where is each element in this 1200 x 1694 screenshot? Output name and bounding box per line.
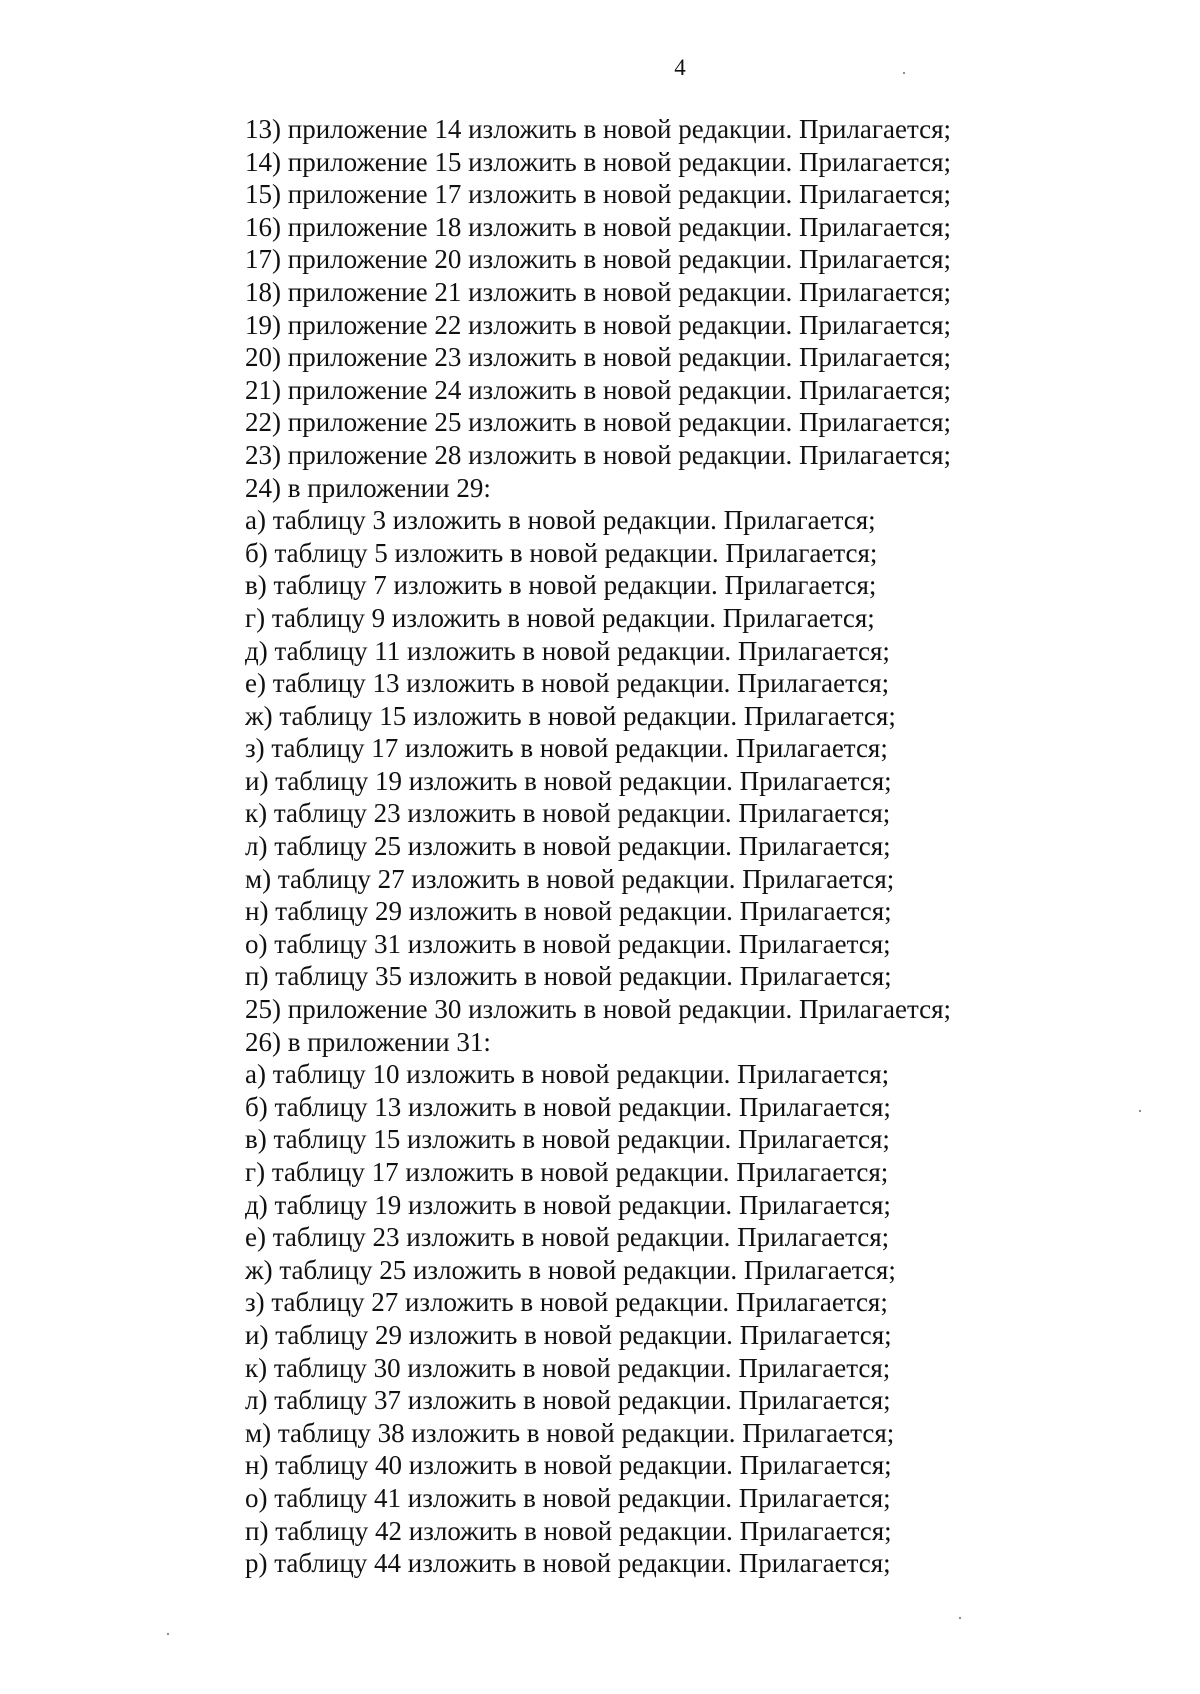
document-line: н) таблицу 40 изложить в новой редакции. Прилагается; — [245, 1450, 892, 1481]
document-line: 19) приложение 22 изложить в новой редакции. Прилагается; — [245, 309, 951, 340]
document-line: е) таблицу 13 изложить в новой редакции. Прилагается; — [245, 668, 890, 699]
document-line: 14) приложение 15 изложить в новой редакции. Прилагается; — [245, 146, 951, 177]
scan-speck — [1139, 1110, 1141, 1112]
document-line: е) таблицу 23 изложить в новой редакции. Прилагается; — [245, 1222, 890, 1253]
document-line: г) таблицу 9 изложить в новой редакции. Прилагается; — [245, 602, 875, 633]
document-line: 22) приложение 25 изложить в новой редакции. Прилагается; — [245, 407, 951, 438]
document-line: и) таблицу 29 изложить в новой редакции. Прилагается; — [245, 1319, 892, 1350]
document-line: 15) приложение 17 изложить в новой редакции. Прилагается; — [245, 179, 951, 210]
document-line: м) таблицу 38 изложить в новой редакции. Прилагается; — [245, 1417, 895, 1448]
page-number: 4 — [674, 55, 686, 80]
document-line: в) таблицу 15 изложить в новой редакции. Прилагается; — [245, 1124, 890, 1155]
document-line: к) таблицу 30 изложить в новой редакции. Прилагается; — [245, 1352, 891, 1383]
scan-speck — [903, 72, 905, 74]
document-line: а) таблицу 3 изложить в новой редакции. Прилагается; — [245, 505, 876, 536]
document-line: о) таблицу 31 изложить в новой редакции. Прилагается; — [245, 928, 891, 959]
document-line: и) таблицу 19 изложить в новой редакции. Прилагается; — [245, 765, 892, 796]
document-line: ж) таблицу 15 изложить в новой редакции. Прилагается; — [245, 700, 896, 731]
document-line: д) таблицу 11 изложить в новой редакции. Прилагается; — [245, 635, 890, 666]
document-line: п) таблицу 42 изложить в новой редакции. Прилагается; — [245, 1515, 892, 1546]
document-line: а) таблицу 10 изложить в новой редакции. Прилагается; — [245, 1059, 890, 1090]
document-line: 18) приложение 21 изложить в новой редакции. Прилагается; — [245, 276, 951, 307]
document-line: л) таблицу 37 изложить в новой редакции. Прилагается; — [245, 1385, 891, 1416]
amendment-list — [245, 113, 951, 1580]
document-line: з) таблицу 27 изложить в новой редакции. Прилагается; — [245, 1287, 888, 1318]
document-line: 17) приложение 20 изложить в новой редакции. Прилагается; — [245, 244, 951, 275]
document-line: 25) приложение 30 изложить в новой редакции. Прилагается; — [245, 994, 951, 1025]
document-line: к) таблицу 23 изложить в новой редакции. Прилагается; — [245, 798, 891, 829]
document-line: 21) приложение 24 изложить в новой редакции. Прилагается; — [245, 374, 951, 405]
scan-speck — [167, 1633, 169, 1635]
document-line: 16) приложение 18 изложить в новой редакции. Прилагается; — [245, 211, 951, 242]
document-line: 20) приложение 23 изложить в новой редакции. Прилагается; — [245, 342, 951, 373]
document-line: 24) в приложении 29: — [245, 472, 491, 503]
document-line: г) таблицу 17 изложить в новой редакции. Прилагается; — [245, 1157, 889, 1187]
document-line: д) таблицу 19 изложить в новой редакции. Прилагается; — [245, 1189, 891, 1220]
document-line: з) таблицу 17 изложить в новой редакции. Прилагается; — [245, 733, 888, 764]
document-line: б) таблицу 5 изложить в новой редакции. Прилагается; — [245, 537, 878, 568]
document-line: 23) приложение 28 изложить в новой редакции. Прилагается; — [245, 439, 951, 470]
document-line: о) таблицу 41 изложить в новой редакции. Прилагается; — [245, 1482, 891, 1513]
document-line: л) таблицу 25 изложить в новой редакции. Прилагается; — [245, 831, 891, 862]
document-line: м) таблицу 27 изложить в новой редакции. Прилагается; — [245, 863, 895, 894]
document-line: ж) таблицу 25 изложить в новой редакции. Прилагается; — [245, 1254, 896, 1285]
document-line: 13) приложение 14 изложить в новой редакции. Прилагается; — [245, 114, 951, 144]
document-line: п) таблицу 35 изложить в новой редакции. Прилагается; — [245, 961, 892, 992]
document-line: р) таблицу 44 изложить в новой редакции. Прилагается; — [245, 1548, 891, 1579]
scan-speck — [959, 1617, 961, 1619]
document-line: 26) в приложении 31: — [245, 1026, 491, 1057]
document-line: б) таблицу 13 изложить в новой редакции. Прилагается; — [245, 1091, 891, 1122]
document-line: н) таблицу 29 изложить в новой редакции. Прилагается; — [245, 896, 892, 927]
document-line: в) таблицу 7 изложить в новой редакции. Прилагается; — [245, 570, 877, 601]
